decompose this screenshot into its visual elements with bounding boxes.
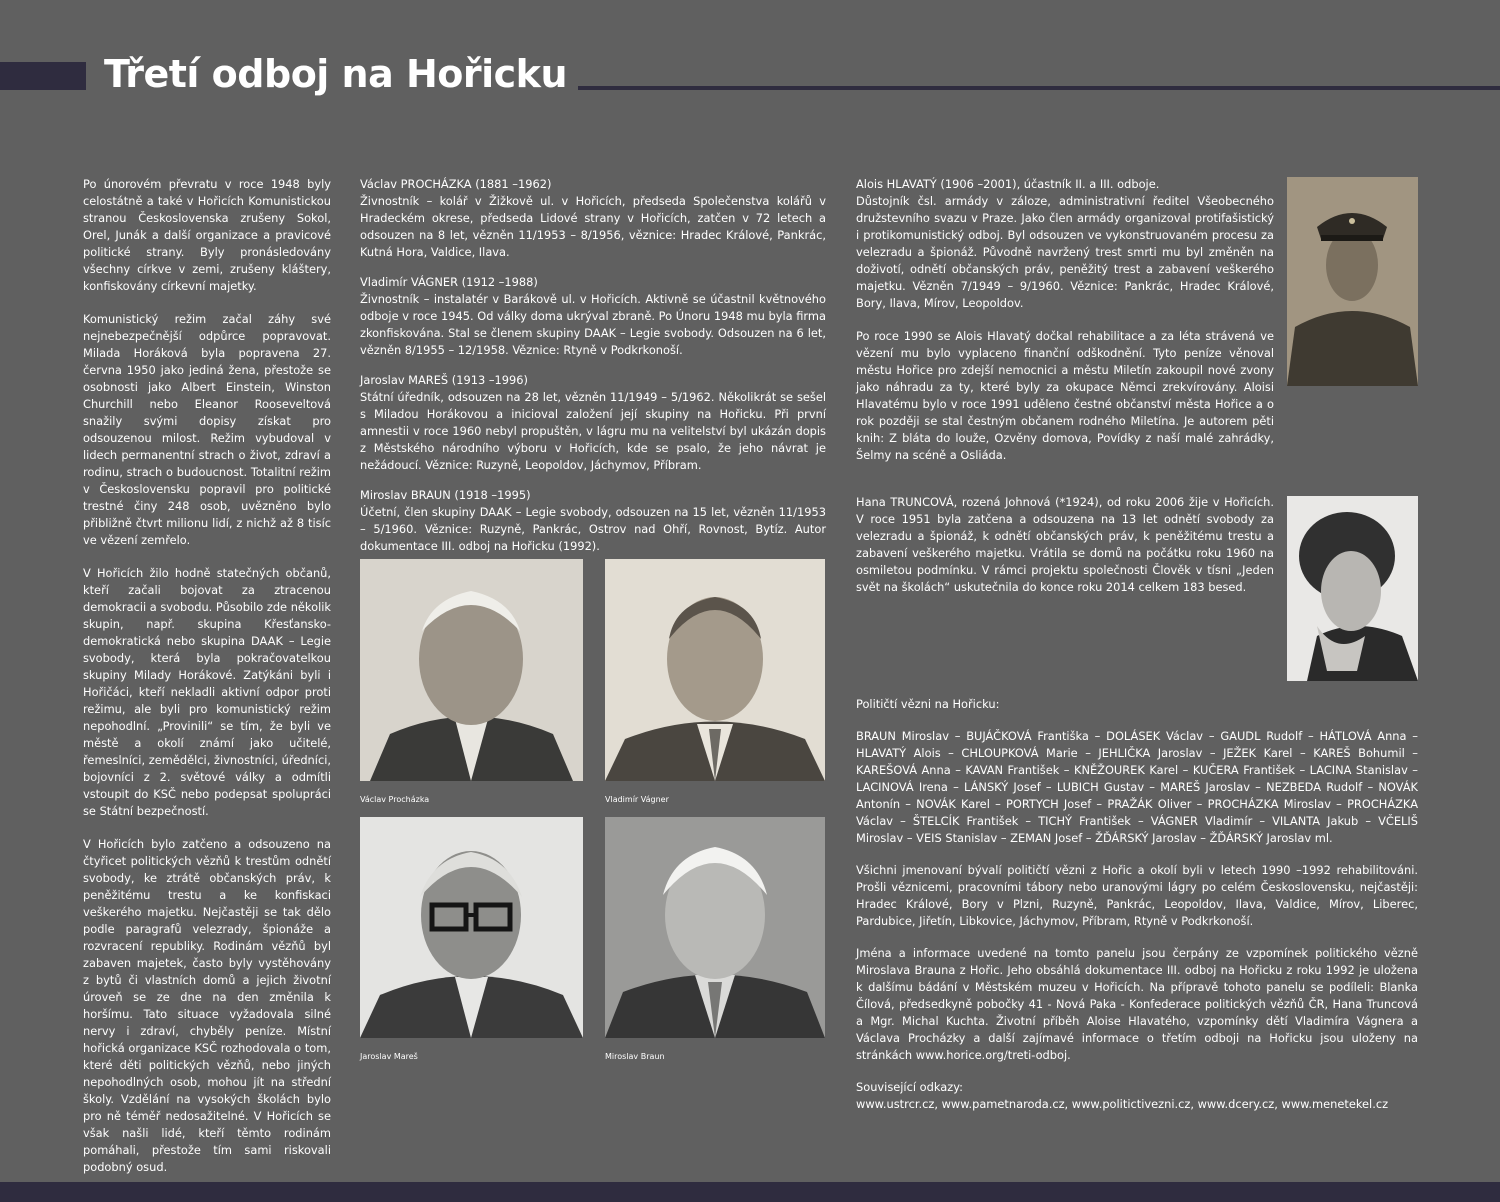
bio-braun-text: Účetní, člen skupiny DAAK – Legie svobody, odsouzen na 15 let, vězněn 11/1953 – 5/1960. Věznice: Ruzyně, Pankrác, Ostrov nad Ohří, Rovnost, Bytíz. Autor dokumentace III. odboj na Hořicku (1992). [360,505,826,553]
photo-prochazka [360,559,583,781]
bio-vagner-text: Živnostník – instalatér v Barákově ul. v Hořicích. Aktivně se účastnil květnového odboje v roce 1945. Od války doma ukrýval zbraně. Po Únoru 1948 mu byla firma zkonfiskována. Stal se členem skupiny DAAK – Legie svobody. Odsouzen na 6 let, vězněn 8/1955 – 12/1958. Věznice: Rtyně v Podkrkonoší. [360,292,826,357]
biographies-column [360,176,826,568]
caption-prochazka: Václav Procházka [360,795,430,804]
truncova-section [856,494,1274,612]
title-accent-bar [0,62,86,90]
hlavaty-section [856,176,1274,480]
photo-braun [605,817,825,1038]
prisoners-section [856,696,1418,1128]
photo-hlavaty [1287,177,1418,386]
intro-paragraph-1: Po únorovém převratu v roce 1948 byly celostátně a také v Hořicích Komunistickou stranou Československa zrušeny Sokol, Orel, Junák a další organizace a pravicové politické strany. Byly pronásledovány všechny církve v zemi, zrušeny kláštery, konfiskovány církevní majetky. [83,177,331,293]
hlavaty-paragraph-1: Důstojník čsl. armády v záloze, administrativní ředitel Všeobecného družstevního svazu v Praze. Jako člen armády organizoval protifašistický i protikomunistický odboj. Byl odsouzen ve vykonstruovaném procesu za velezradu a špionáž. Původně navržený trest smrti mu byl změněn na doživotí, odnětí občanských práv, peněžitý trest a zabavení veškerého majetku. Vězněn 7/1949 – 9/1960. Věznice: Pankrác, Hradec Králové, Bory, Ilava, Mírov, Leopoldov. [856,194,1274,310]
caption-mares: Jaroslav Mareš [360,1052,418,1061]
intro-paragraph-2: Komunistický režim začal záhy své nejnebezpečnější odpůrce popravovat. Milada Horáková byla popravena 27. června 1950 jako jediná žena, přestože se osobnosti jako Albert Einstein, Winston Churchill nebo Eleanor Rooseveltová snažily svými dopisy získat pro odsouzenou milost. Režim vybudoval v lidech permanentní strach o život, zdraví a rodinu, strach o budoucnost. Totalitní režim v Československu popravil pro politické trestné činy 248 osob, uvězněno bylo přibližně čtvrt milionu lidí, z nichž až 8 tisíc ve vězení zemřelo. [83,312,331,547]
bottom-accent-bar [0,1182,1500,1202]
bio-prochazka-text: Živnostník – kolář v Žižkově ul. v Hořicích, předseda Společenstva kolářů v Hradeckém okrese, předseda Lidové strany v Hořicích, zatčen v 72 letech a odsouzen na 8 let, vězněn 11/1953 – 8/1956, věznice: Hradec Králové, Pankrác, Kutná Hora, Valdice, Ilava. [360,194,826,259]
sources-paragraph: Jména a informace uvedené na tomto panelu jsou čerpány ze vzpomínek politického vězně Miroslava Brauna z Hořic. Jeho obsáhlá dokumentace III. odboj na Hořicku z roku 1992 je uložena k dalšímu bádání v Městském muzeu v Hořicích. Na přípravě tohoto panelu se podíleli: Blanka Čílová, předsedkyně pobočky 41 - Nová Paka - Konfederace politických vězňů ČR, Hana Truncová a Mgr. Michal Kuchta. Životní příběh Aloise Hlavatého, vzpomínky dětí Vladimíra Vágnera a Václava Procházky a další zajímavé informace o třetím odboji na Hořicku jsou uloženy na stránkách www.horice.org/treti-odboj. [856,946,1418,1062]
page-title: Třetí odboj na Hořicku [104,52,567,96]
caption-vagner: Vladimír Vágner [605,795,669,804]
bio-vagner-name: Vladimír VÁGNER (1912 –1988) [360,275,538,289]
intro-column [83,176,331,1192]
bio-braun [360,487,826,555]
photo-truncova [1287,496,1418,681]
links-heading: Související odkazy: [856,1080,963,1094]
title-rule [578,86,1500,90]
intro-paragraph-3: V Hořicích žilo hodně statečných občanů, kteří začali bojovat za ztracenou demokracii a svobodu. Působilo zde několik skupin, např. skupina Křesťansko-demokratická nebo skupina DAAK – Legie svobody, která byla pokračovatelkou skupiny Milady Horákové. Zatýkáni byli i Hořičáci, kteří nekladli aktivní odpor proti režimu, ale byli pro komunistický režim nepohodlní. „Provinili“ se tím, že byli ve městě a okolí známí jako učitelé, řemeslníci, zemědělci, živnostníci, úředníci, bojovníci z 2. světové války a odmítli vstoupit do KSČ nebo podepsat spolupráci se Státní bezpečností. [83,566,332,818]
prisoners-heading: Političtí vězni na Hořicku: [856,697,1000,711]
prisoners-list: BRAUN Miroslav – BUJÁČKOVÁ Františka – DOLÁSEK Václav – GAUDL Rudolf – HÁTLOVÁ Anna – HLAVATÝ Alois – CHLOUPKOVÁ Marie – JEHLIČKA Jaroslav – JEŽEK Karel – KAREŠ Bohumil – KAREŠOVÁ Anna – KAVAN František – KNĚŽOUREK Karel – KUČERA František – LACINA Stanislav – LACINOVÁ Irena – LÁNSKÝ Josef – LUBICH Gustav – MAREŠ Jaroslav – NEZBEDA Rudolf – NOVÁK Antonín – NOVÁK Karel – PORTYCH Josef – PRAŽÁK Oliver – PROCHÁZKA Miroslav – PROCHÁZKA Václav – ŠTELCÍK František – TICHÝ František – VÁGNER Vladimír – VILANTA Jakub – VČELIŠ Miroslav – VEIS Stanislav – ZEMAN Josef – ŽĎÁRSKÝ Jaroslav – ŽĎÁRSKÝ Jaroslav ml. [856,729,1418,845]
bio-braun-name: Miroslav BRAUN (1918 –1995) [360,488,531,502]
bio-mares-name: Jaroslav MAREŠ (1913 –1996) [360,373,528,387]
hlavaty-name: Alois HLAVATÝ (1906 –2001), účastník II. a III. odboje. [856,177,1160,191]
caption-braun: Miroslav Braun [605,1052,665,1061]
hlavaty-paragraph-2: Po roce 1990 se Alois Hlavatý dočkal rehabilitace a za léta strávená ve vězení mu bylo vyplaceno finanční odškodnění. Tyto peníze věnoval městu Hořice pro zdejší nemocnici a městu Miletín zakoupil nové zvony jako náhradu za ty, které byly za okupace Němci zrekvírovány. Aloisi Hlavatému bylo v roce 1991 uděleno čestné občanství města Hořice a o rok později se stal čestným občanem rodného Miletína. Je autorem pěti knih: Z bláta do louže, Ozvěny domova, Povídky z naší malé zahrádky, Šelmy na scéně a Osliáda. [856,329,1274,462]
photo-mares [360,817,583,1038]
bio-mares [360,372,826,474]
bio-prochazka [360,176,826,261]
rehabilitation-paragraph: Všichni jmenovaní bývalí političtí vězni z Hořic a okolí byli v letech 1990 –1992 rehabilitováni. Prošli věznicemi, pracovními tábory nebo uranovými lágry po celém Československu, nejčastěji: Hradec Králové, Bory v Plzni, Ruzyně, Pankrác, Leopoldov, Ilava, Valdice, Mírov, Liberec, Pardubice, Jiřetín, Libkovice, Jáchymov, Příbram, Rtyně v Podkrkonoší. [856,863,1418,928]
intro-paragraph-4: V Hořicích bylo zatčeno a odsouzeno na čtyřicet politických vězňů k trestům odnětí svobody, ke ztrátě občanských práv, k peněžitému trestu a ke konfiskaci veškerého majetku. Nejčastěji se tak dělo podle paragrafů velezrady, špionáže a rozvracení republiky. Rodinám vězňů byl zabaven majetek, často byly vystěhovány z bytů či vlastních domů a jejich životní úroveň se ze dne na den změnila k horšímu. Tato situace vyžadovala silné nervy i zdraví, chyběly peníze. Místní hořická organizace KSČ rozhodovala o tom, které děti politických vězňů, nebo jiných nepohodlných osob, mohou jít na střední školy. Vzdělání na vysokých školách bylo pro ně téměř nedosažitelné. V Hořicích se však našli lidé, kteří těmto rodinám pomáhali, přestože tím sami riskovali podobný osud. [83,837,331,1174]
bio-vagner [360,274,826,359]
related-links: www.ustrcr.cz, www.pametnaroda.cz, www.politictivezni.cz, www.dcery.cz, www.menetekel.cz [856,1097,1389,1111]
truncova-paragraph: Hana TRUNCOVÁ, rozená Johnová (*1924), od roku 2006 žije v Hořicích. V roce 1951 byla zatčena a odsouzena na 13 let odnětí svobody za velezradu a špionáž, k odnětí občanských práv, k peněžitému trestu a zabavení veškerého majetku. Vrátila se domů na počátku roku 1960 na osmiletou podmínku. V rámci projektu společnosti Člověk v tísni „Jeden svět na školách“ uskutečnila do konce roku 2014 celkem 183 besed. [856,495,1274,594]
bio-mares-text: Státní úředník, odsouzen na 28 let, vězněn 11/1949 – 5/1962. Několikrát se sešel s Miladou Horákovou a inicioval založení její skupiny na Hořicku. Při první amnestii v roce 1960 nebyl propuštěn, v lágru mu na velitelství byl ukázán dopis z Městského národního výboru v Hořicích, kde se psalo, že jeho návrat je nežádoucí. Věznice: Ruzyně, Leopoldov, Jáchymov, Příbram. [360,390,826,472]
bio-prochazka-name: Václav PROCHÁZKA (1881 –1962) [360,177,552,191]
photo-vagner [605,559,825,781]
